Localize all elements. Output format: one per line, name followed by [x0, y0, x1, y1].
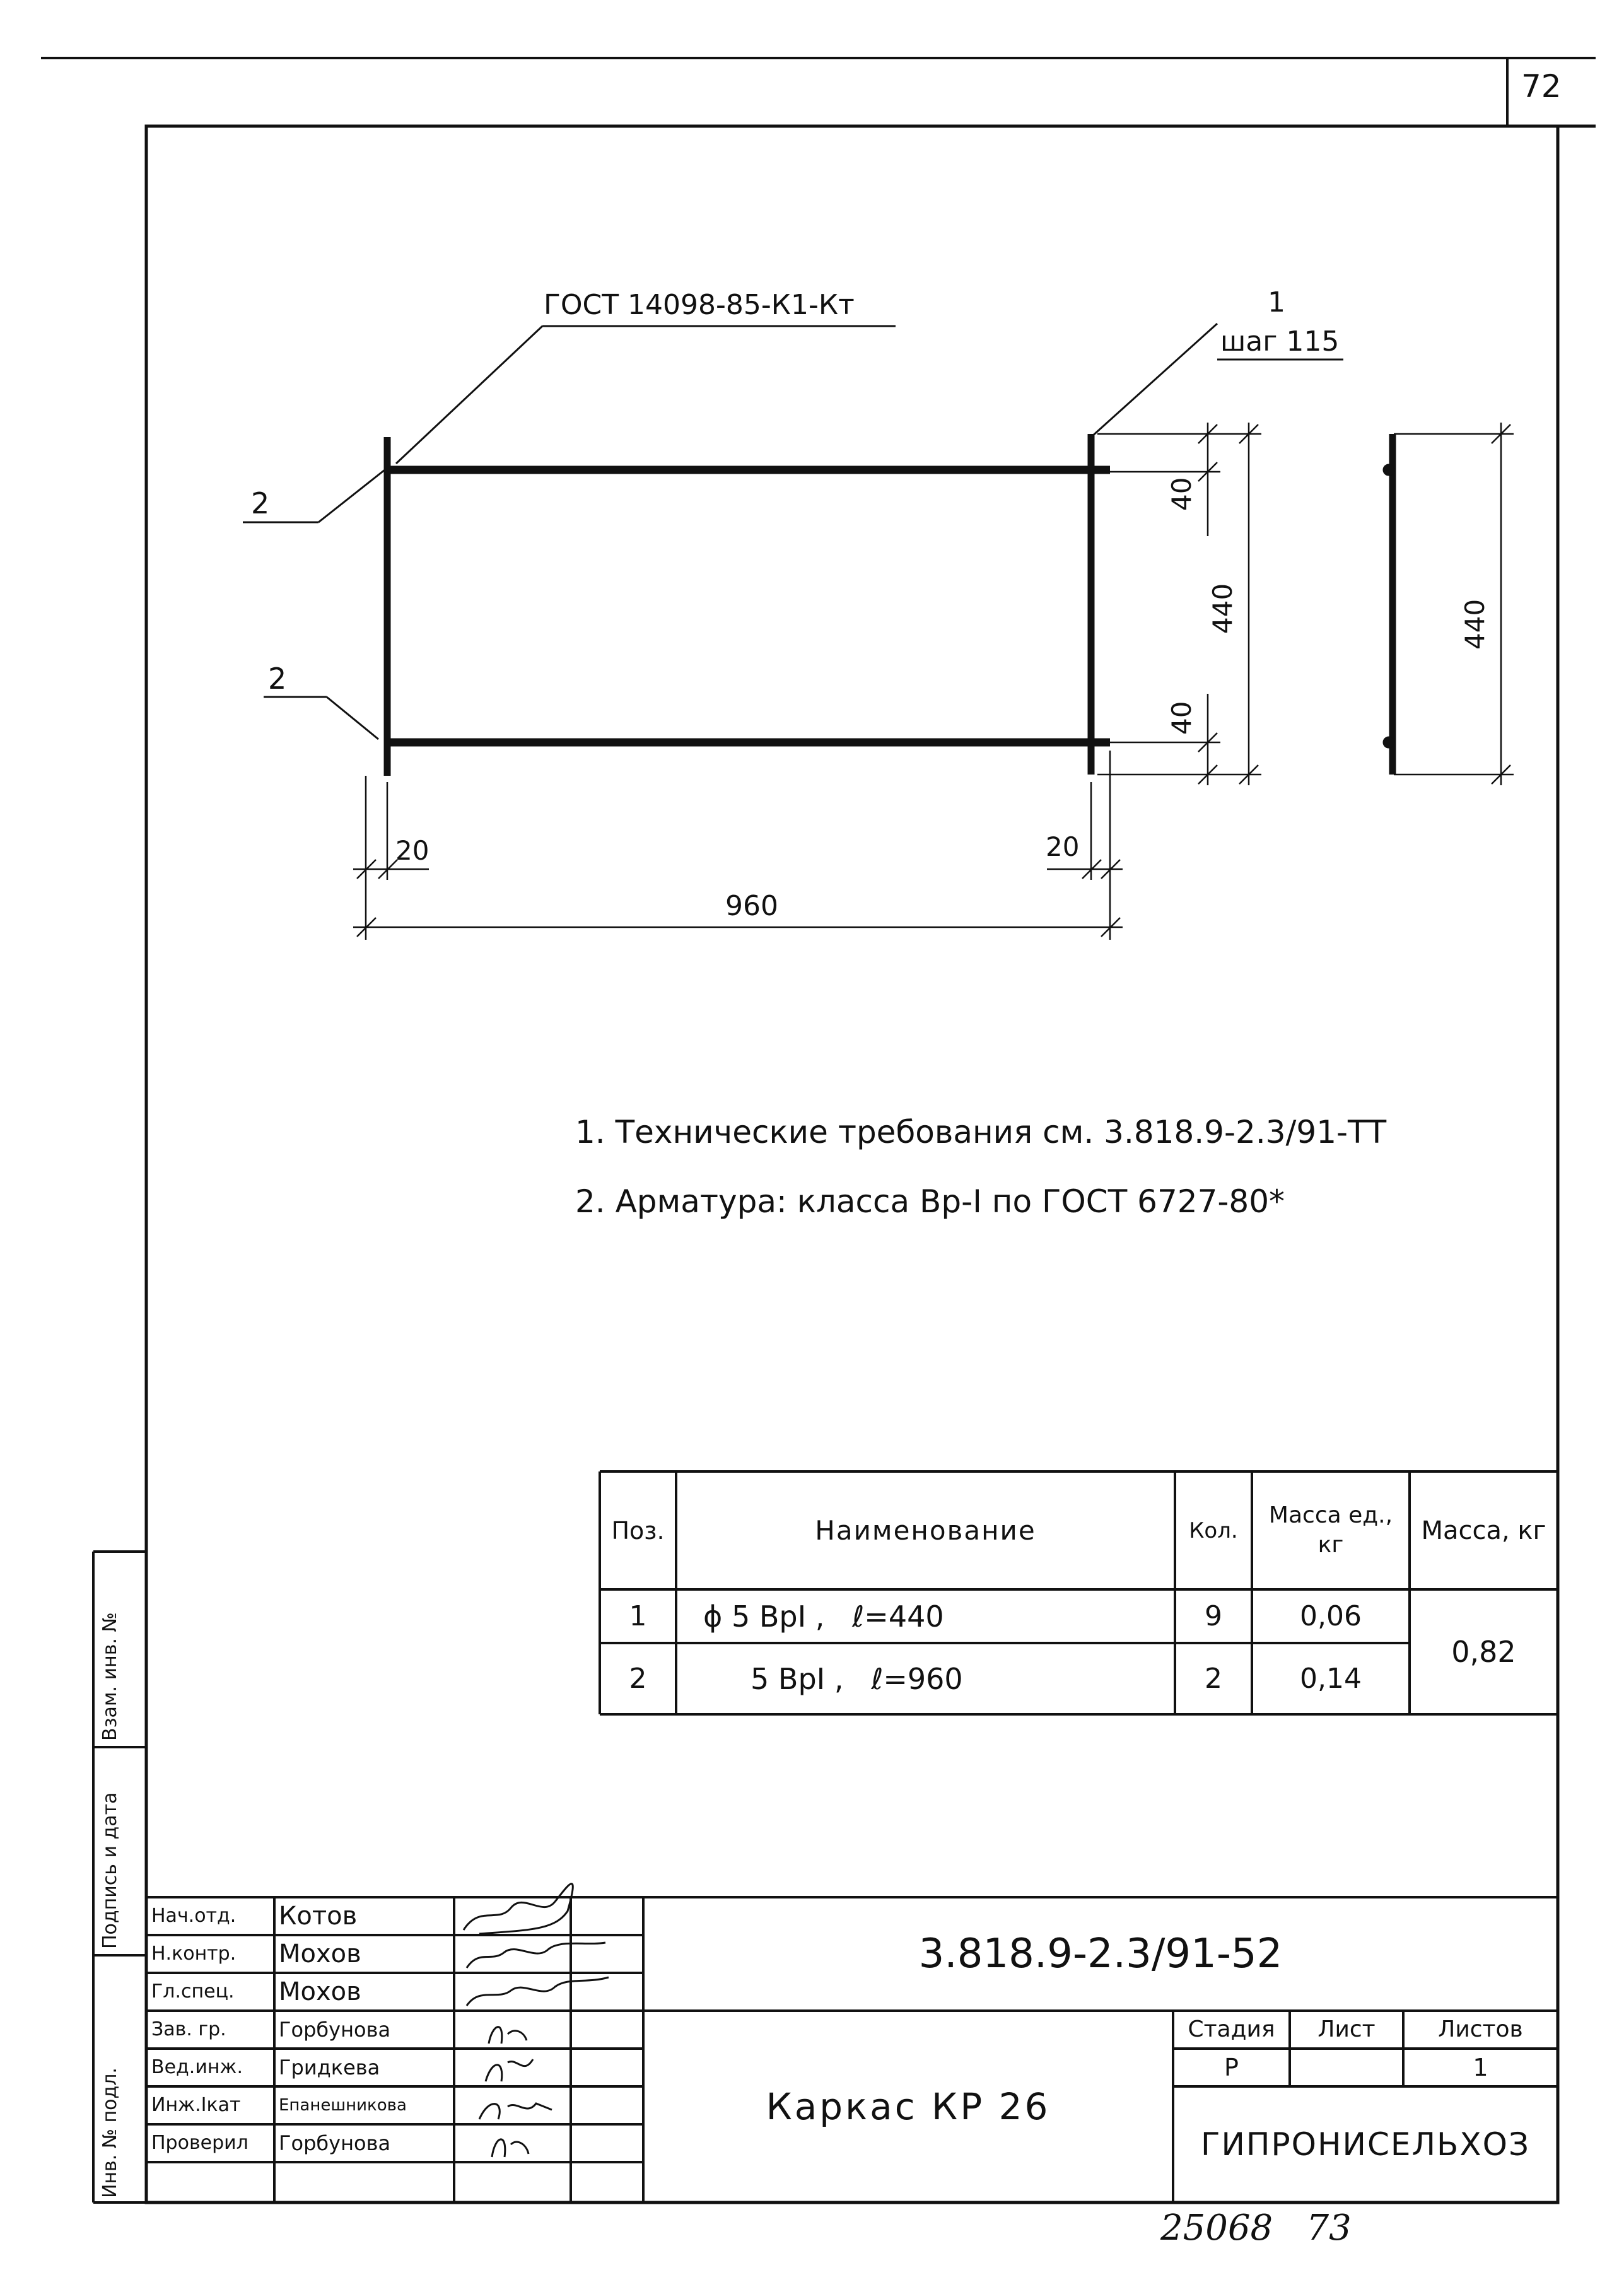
weld-callout: ГОСТ 14098-85-К1-Кт — [544, 289, 855, 321]
signature-kotov — [464, 1884, 573, 1934]
name-5: Епанешникова — [279, 2096, 407, 2115]
spec-row2-unit-mass: 0,14 — [1300, 1662, 1362, 1695]
spec-row1-unit-mass: 0,06 — [1300, 1600, 1362, 1632]
role-1: Н.контр. — [151, 1943, 237, 1965]
name-4: Гридкева — [279, 2056, 380, 2079]
pos1-number: 1 — [1268, 286, 1285, 319]
signature-epaneshnikova — [479, 2103, 552, 2119]
signature-mokhov-1 — [467, 1943, 605, 1968]
stage-value: Р — [1224, 2054, 1239, 2081]
dim-440-front: 440 — [1207, 583, 1238, 634]
sheets-value: 1 — [1473, 2054, 1488, 2081]
signature-scribbles — [464, 1884, 609, 2157]
spec-row2-pos: 2 — [629, 1662, 647, 1695]
sheet-number: 72 — [1521, 68, 1562, 105]
cage-side-view — [1383, 423, 1514, 785]
doc-code: 3.818.9-2.3/91-52 — [918, 1931, 1283, 1977]
pos2-label-top: 2 — [251, 486, 270, 520]
spec-row2-name: 5 ВрI , ℓ=960 — [751, 1661, 963, 1696]
name-6: Горбунова — [279, 2131, 391, 2155]
spec-header-qty: Кол. — [1189, 1518, 1238, 1543]
pos2-label-bottom: 2 — [268, 662, 287, 696]
sheet-header: Лист — [1317, 2016, 1376, 2042]
signature-mokhov-2 — [467, 1977, 609, 2006]
signature-gorbunova-2 — [492, 2139, 529, 2157]
spec-total-mass: 0,82 — [1451, 1635, 1516, 1669]
spec-header-pos: Поз. — [611, 1516, 665, 1545]
role-2: Гл.спец. — [151, 1980, 235, 2003]
role-3: Зав. гр. — [151, 2018, 226, 2040]
signature-gorbunova-1 — [489, 2027, 527, 2044]
note-2: 2. Арматура: класса Вр-I по ГОСТ 6727-80* — [575, 1183, 1285, 1220]
stage-header: Стадия — [1188, 2016, 1275, 2042]
pos1-step: шаг 115 — [1220, 325, 1340, 358]
spec-row2-qty: 2 — [1205, 1662, 1222, 1695]
role-6: Проверил — [151, 2132, 248, 2154]
dim-20-right: 20 — [1046, 831, 1080, 862]
role-5: Инж.Iкат — [151, 2094, 241, 2116]
dim-440-side: 440 — [1459, 599, 1490, 650]
name-0: Котов — [279, 1902, 358, 1931]
signature-gridkeva — [486, 2059, 533, 2081]
name-1: Мохов — [279, 1939, 361, 1968]
spec-row1-name: ϕ 5 ВрI , ℓ=440 — [703, 1599, 944, 1634]
name-2: Мохов — [279, 1977, 361, 2006]
spec-row1-pos: 1 — [629, 1600, 647, 1632]
strip-vzam-inv: Взам. инв. № — [99, 1612, 121, 1741]
sheet-value — [1290, 2049, 1403, 2086]
drawing-title: Каркас КР 26 — [766, 2085, 1051, 2128]
spec-row1-qty: 9 — [1205, 1600, 1222, 1632]
dim-960: 960 — [725, 890, 778, 922]
archive-number: 25068 73 — [1160, 2208, 1352, 2249]
role-0: Нач.отд. — [151, 1905, 237, 1927]
strip-inv-podl: Инв. № подл. — [99, 2068, 121, 2198]
organization: ГИПРОНИСЕЛЬХОЗ — [1200, 2126, 1531, 2163]
dim-40-bottom: 40 — [1166, 701, 1197, 735]
dim-20-left: 20 — [395, 835, 429, 866]
role-4: Вед.инж. — [151, 2056, 243, 2078]
spec-header-mass: Масса, кг — [1421, 1516, 1546, 1545]
spec-header-name: Наименование — [815, 1514, 1036, 1546]
sheets-header: Листов — [1438, 2016, 1523, 2042]
dim-40-top: 40 — [1166, 477, 1197, 511]
note-1: 1. Технические требования см. 3.818.9-2.3/91-ТТ — [575, 1114, 1387, 1150]
strip-sign-date: Подпись и дата — [99, 1792, 121, 1949]
spec-header-unit-mass: Масса ед., кг — [1268, 1502, 1393, 1558]
name-3: Горбунова — [279, 2018, 391, 2042]
